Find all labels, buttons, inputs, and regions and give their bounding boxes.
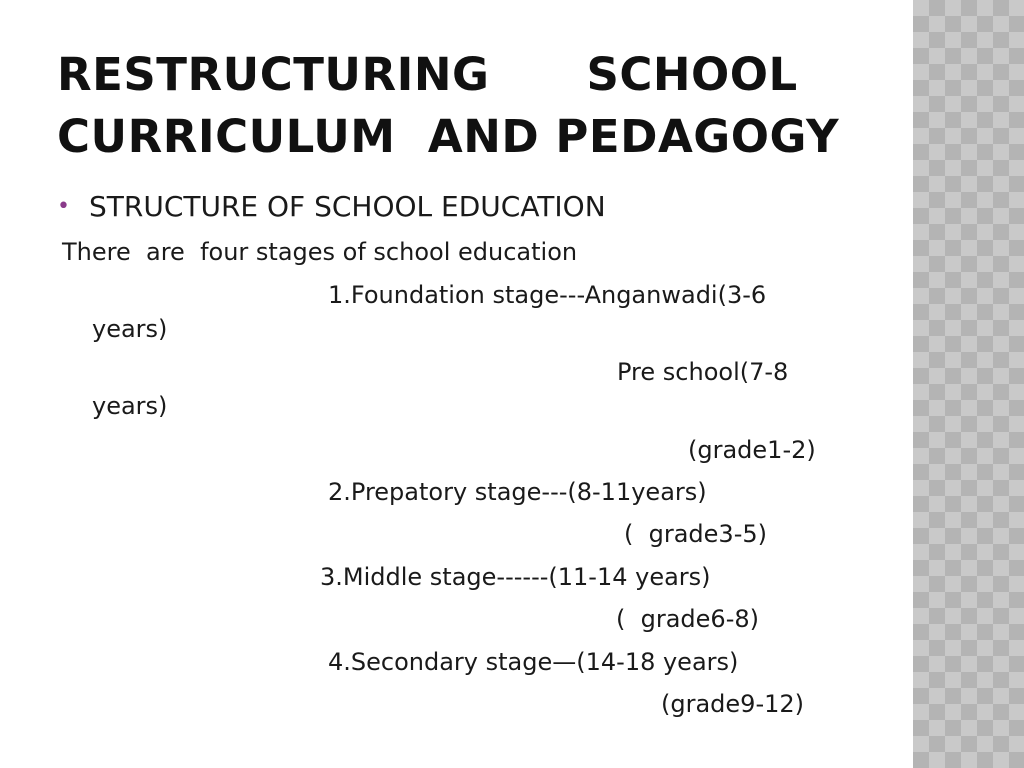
stage-line: 3.Middle stage------(11-14 years) [320, 563, 711, 591]
decorative-side-panel [913, 0, 1024, 768]
title-line-1: RESTRUCTURING SCHOOL [57, 48, 798, 101]
stage-line: ( grade3-5) [624, 520, 767, 548]
stage-line: Pre school(7-8 [617, 358, 789, 386]
stage-line: 4.Secondary stage—(14-18 years) [328, 648, 739, 676]
bullet-dot-icon: • [57, 194, 70, 219]
stage-line: ( grade6-8) [616, 605, 759, 633]
title-line-2: CURRICULUM AND PEDAGOGY [57, 110, 840, 163]
slide-title [57, 44, 897, 168]
intro-text: There are four stages of school education [62, 238, 578, 266]
stage-line: years) [92, 392, 168, 420]
bullet-text: STRUCTURE OF SCHOOL EDUCATION [89, 190, 606, 223]
stage-line: 2.Prepatory stage---(8-11years) [328, 478, 707, 506]
bullet-item [57, 188, 606, 226]
stage-line: (grade9-12) [661, 690, 805, 718]
stage-line: (grade1-2) [688, 436, 816, 464]
stage-line: 1.Foundation stage---Anganwadi(3-6 [328, 281, 767, 309]
stage-line: years) [92, 315, 168, 343]
